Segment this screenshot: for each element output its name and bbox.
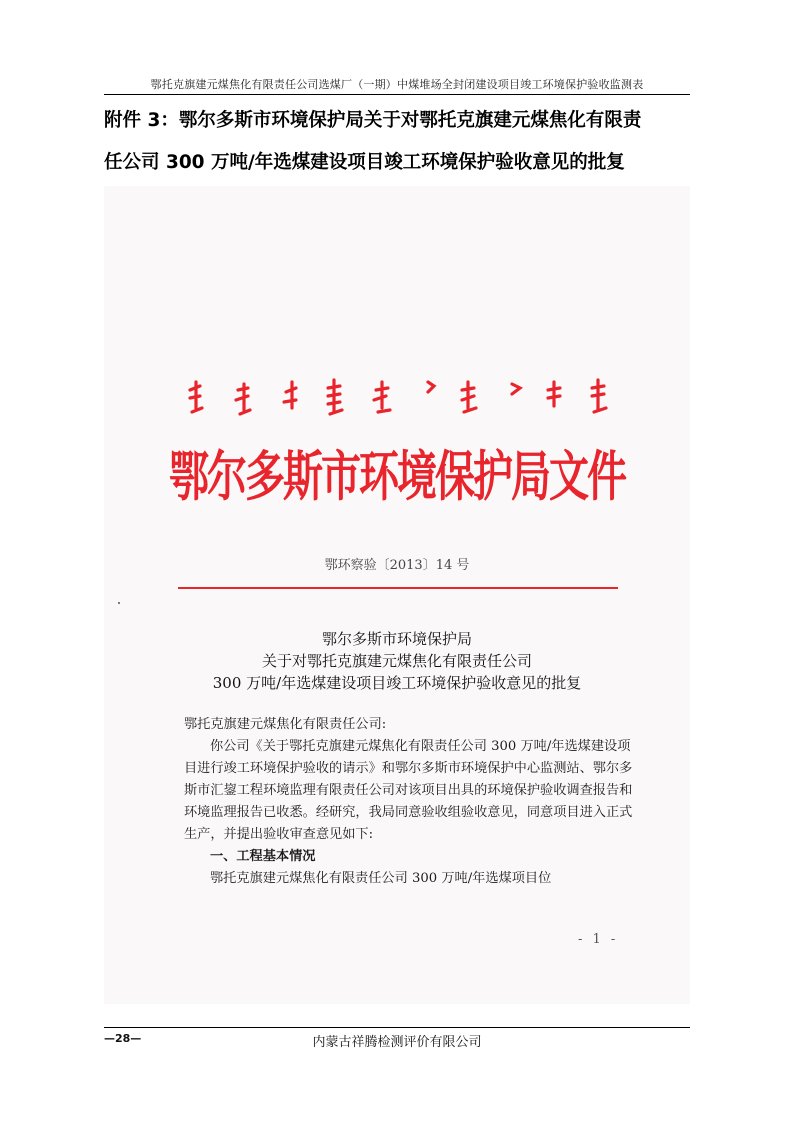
mongolian-script-header	[188, 378, 620, 418]
inner-page-number: - 1 -	[578, 932, 619, 947]
document-number: 鄂环察验〔2013〕14 号	[324, 558, 470, 573]
attachment-title	[104, 100, 704, 184]
letter-title-line-2: 关于对鄂托克旗建元煤焦化有限责任公司	[261, 652, 532, 670]
letter-title-line-3: 300 万吨/年选煤建设项目竣工环境保护验收意见的批复	[212, 674, 582, 692]
letter-body	[184, 714, 634, 890]
footer-rule	[104, 1027, 690, 1028]
footer-company: 内蒙古祥腾检测评价有限公司	[312, 1035, 482, 1050]
footer-page-number: —28—	[104, 1032, 142, 1045]
addressee: 鄂托克旗建元煤焦化有限责任公司:	[184, 717, 387, 732]
section-heading: 一、工程基本情况	[210, 849, 316, 864]
red-divider-rule	[178, 587, 618, 589]
header-rule	[104, 94, 690, 95]
attachment-title-line-1: 附件 3：鄂尔多斯市环境保护局关于对鄂托克旗建元煤焦化有限责	[104, 110, 642, 131]
paragraph: 鄂托克旗建元煤焦化有限责任公司 300 万吨/年选煤项目位	[210, 871, 552, 886]
scan-speck	[118, 602, 120, 604]
running-header: 鄂托克旗建元煤焦化有限责任公司选煤厂（一期）中煤堆场全封闭建设项目竣工环境保护验收监测表	[150, 78, 644, 91]
letter-title	[104, 628, 690, 694]
issuing-authority-header: 鄂尔多斯市环境保护局文件	[169, 446, 625, 509]
scanned-document	[104, 186, 690, 1004]
paragraph: 你公司《关于鄂托克旗建元煤焦化有限责任公司 300 万吨/年选煤建设项目进行竣工环境保护验收的请示》和鄂尔多斯市环境保护中心监测站、鄂尔多斯市汇鋆工程环境监理有限责任公司对该项目出具的环境保护验收调查报告和环境监理报告已收悉。经研究，我局同意验收组验收意见，同意项目进入正式生产，并提出验收审查意见如下:	[184, 739, 633, 842]
attachment-title-line-2: 任公司 300 万吨/年选煤建设项目竣工环境保护验收意见的批复	[104, 152, 625, 173]
letter-title-line-1: 鄂尔多斯市环境保护局	[321, 630, 472, 648]
